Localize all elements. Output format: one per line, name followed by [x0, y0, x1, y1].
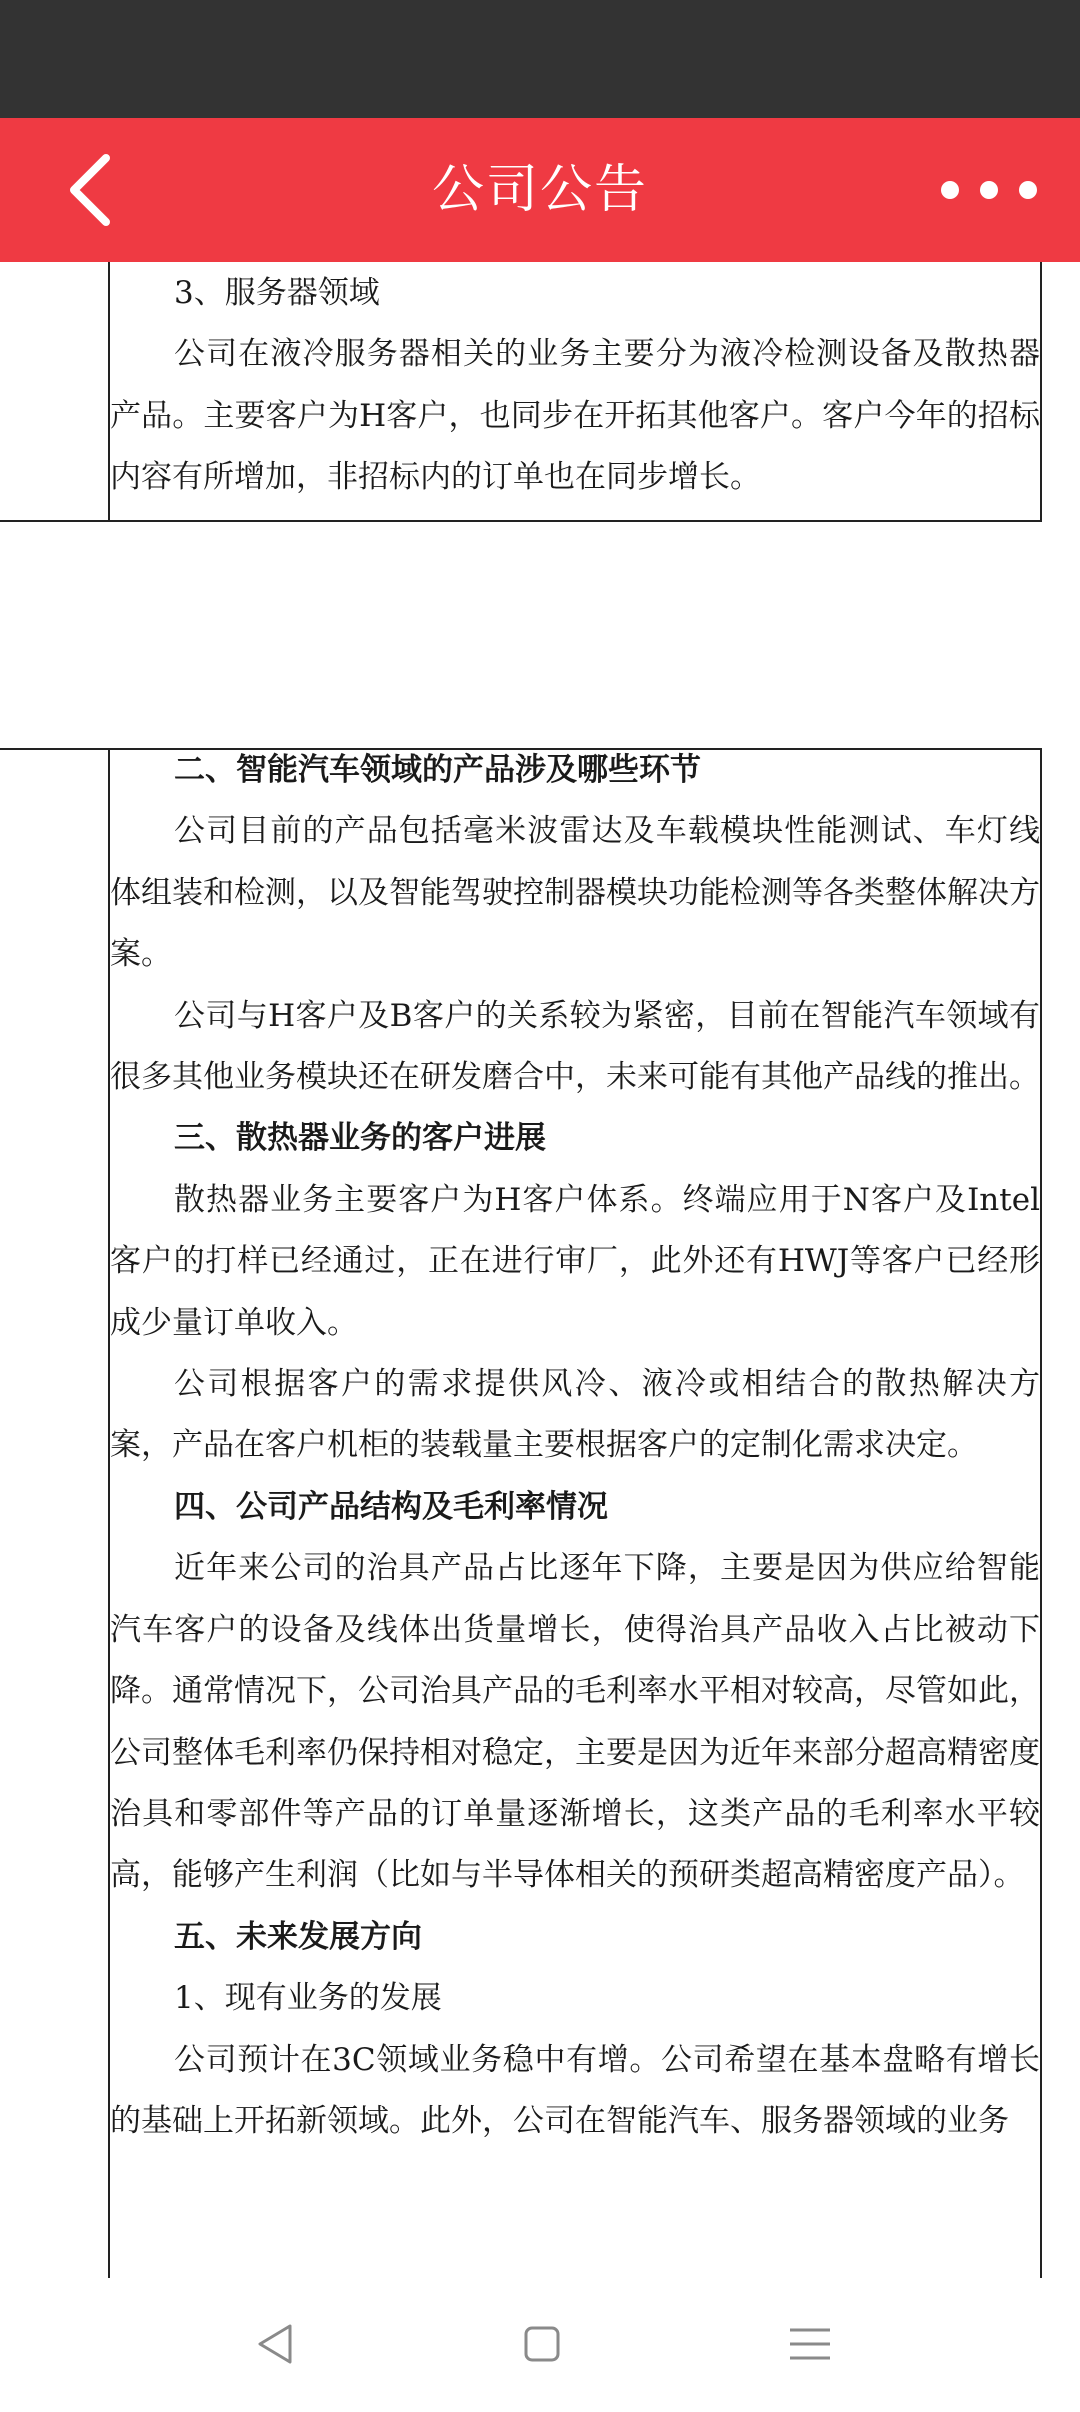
section-heading: 五、未来发展方向: [174, 1918, 422, 1955]
document-section-top: [110, 263, 1040, 509]
more-button[interactable]: [934, 162, 1044, 218]
section-heading: 四、公司产品结构及毛利率情况: [174, 1488, 608, 1525]
paragraph: 公司与H客户及B客户的关系较为紧密，目前在智能汽车领域有很多其他业务模块还在研发磨合中，未来可能有其他产品线的推出。: [110, 997, 1040, 1096]
status-bar: [0, 0, 1080, 118]
nav-back-triangle-icon: [246, 2314, 306, 2374]
paragraph: 公司目前的产品包括毫米波雷达及车载模块性能测试、车灯线体组装和检测，以及智能驾驶控制器模块功能检测等各类整体解决方案。: [110, 813, 1040, 973]
paragraph: 3、服务器领域: [174, 275, 380, 311]
paragraph: 公司预计在3C领域业务稳中有增。公司希望在基本盘略有增长的基础上开拓新领域。此外，公司在智能汽车、服务器领域的业务: [110, 2041, 1040, 2139]
document-section-main: [110, 740, 1040, 2152]
app-header: [0, 118, 1080, 262]
nav-menu-lines-icon: [780, 2314, 840, 2374]
paragraph: 公司根据客户的需求提供风冷、液冷或相结合的散热解决方案，产品在客户机柜的装载量主要根据客户的定制化需求决定。: [110, 1366, 1040, 1464]
paragraph: 公司在液冷服务器相关的业务主要分为液冷检测设备及散热器产品。主要客户为H客户，也同步在开拓其他客户。客户今年的招标内容有所增加，非招标内的订单也在同步增长。: [110, 336, 1040, 496]
section-heading: 二、智能汽车领域的产品涉及哪些环节: [174, 752, 701, 788]
paragraph: 1、现有业务的发展: [174, 1980, 442, 2017]
nav-home-square-icon: [512, 2314, 572, 2374]
more-dots-icon: [934, 162, 1044, 218]
system-navigation-bar: [0, 2278, 1080, 2412]
page-title: 公司公告: [431, 160, 648, 220]
section-heading: 三、散热器业务的客户进展: [174, 1120, 546, 1157]
nav-menu-button[interactable]: [780, 2314, 840, 2374]
nav-home-button[interactable]: [512, 2314, 572, 2374]
paragraph: 近年来公司的治具产品占比逐年下降，主要是因为供应给智能汽车客户的设备及线体出货量增长，使得治具产品收入占比被动下降。通常情况下，公司治具产品的毛利率水平相对较高，尽管如此，公司整体毛利率仍保持相对稳定，主要是因为近年来部分超高精密度治具和零部件等产品的订单量逐渐增长，这类产品的毛利率水平较高，能够产生利润（比如与半导体相关的预研类超高精密度产品）。: [110, 1550, 1040, 1894]
paragraph: 散热器业务主要客户为H客户体系。终端应用于N客户及Intel客户的打样已经通过，正在进行审厂，此外还有HWJ等客户已经形成少量订单收入。: [110, 1181, 1040, 1341]
nav-back-button[interactable]: [246, 2314, 306, 2374]
